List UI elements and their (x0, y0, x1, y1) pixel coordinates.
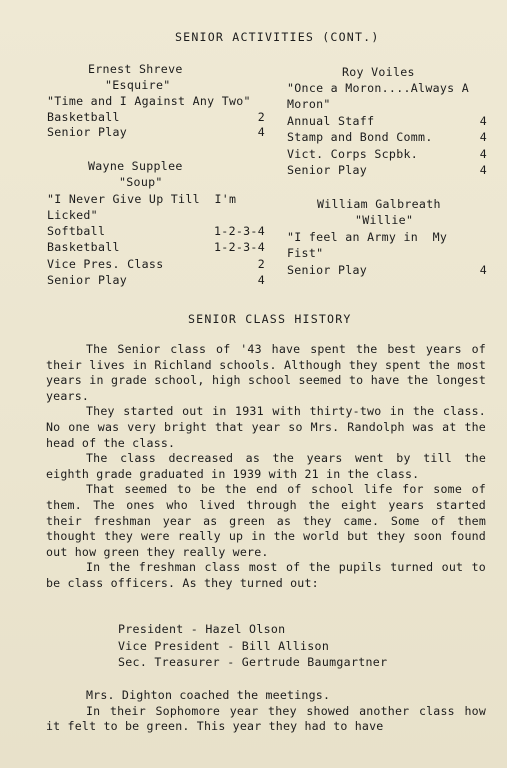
activity-label: Senior Play (287, 263, 368, 277)
student-quote-line: "I Never Give Up Till I'm (47, 192, 237, 206)
activity-row (47, 224, 265, 239)
activity-years: 1-2-3-4 (214, 224, 265, 238)
activity-years: 4 (257, 273, 265, 287)
student-quote-line: "I feel an Army in My (287, 230, 448, 244)
activity-row (47, 110, 265, 125)
student-name: William Galbreath (317, 197, 441, 211)
activity-row (287, 263, 487, 278)
activity-label: Stamp and Bond Comm. (287, 130, 433, 144)
student-nickname: "Soup" (119, 175, 163, 189)
officer-line: President - Hazel Olson (118, 622, 286, 636)
activity-label: Vice Pres. Class (47, 257, 164, 271)
student-quote-line: Licked" (47, 208, 98, 222)
activity-label: Annual Staff (287, 114, 375, 128)
activity-row (47, 257, 265, 272)
activity-years: 4 (479, 263, 487, 277)
student-quote: "Time and I Against Any Two" (47, 94, 251, 108)
activity-label: Senior Play (47, 273, 128, 287)
student-nickname: "Esquire" (105, 78, 171, 92)
activity-label: Senior Play (47, 125, 128, 139)
student-quote-line: Fist" (287, 246, 324, 260)
activity-years: 1-2-3-4 (214, 240, 265, 254)
student-quote-line: "Once a Moron....Always A (287, 81, 470, 95)
history-paragraph: In the freshman class most of the pupils turned out to be class officers. As they turned out: (46, 560, 486, 590)
history-paragraph: The class decreased as the years went by till the eighth grade graduated in 1939 with 21 in the class. (46, 451, 486, 481)
activity-years: 2 (257, 257, 265, 271)
activity-row (287, 147, 487, 162)
student-quote-line: Moron" (287, 97, 331, 111)
history-body (46, 342, 486, 592)
student-name: Ernest Shreve (88, 62, 183, 76)
activity-years: 4 (257, 125, 265, 139)
activity-years: 4 (479, 147, 487, 161)
section-title: SENIOR CLASS HISTORY (188, 312, 352, 326)
activity-years: 4 (479, 130, 487, 144)
activity-row (287, 163, 487, 178)
activity-row (287, 114, 487, 129)
history-paragraph: That seemed to be the end of school life for some of them. The ones who lived through the eight years started their freshman year as green as they came. Some of them thought they were really up in the world but they soon found out how green they really were. (46, 482, 486, 559)
activity-years: 2 (257, 110, 265, 124)
student-nickname: "Willie" (355, 213, 414, 227)
activity-label: Basketball (47, 110, 120, 124)
history-paragraph: They started out in 1931 with thirty-two in the class. No one was very bright that year so Mrs. Randolph was at the head of the class. (46, 404, 486, 450)
activity-years: 4 (479, 114, 487, 128)
activity-label: Softball (47, 224, 106, 238)
officer-line: Vice President - Bill Allison (118, 639, 330, 653)
history-body-continued (46, 688, 486, 735)
history-paragraph: The Senior class of '43 have spent the best years of their lives in Richland schools. Although they spent the most years in grade school, high school seemed to have the longest years. (46, 342, 486, 403)
activity-row (47, 125, 265, 140)
activity-label: Senior Play (287, 163, 368, 177)
activity-label: Vict. Corps Scpbk. (287, 147, 419, 161)
student-name: Roy Voiles (342, 65, 415, 79)
officer-line: Sec. Treasurer - Gertrude Baumgartner (118, 655, 388, 669)
activity-years: 4 (479, 163, 487, 177)
activity-row (287, 130, 487, 145)
activity-label: Basketball (47, 240, 120, 254)
page-title: SENIOR ACTIVITIES (CONT.) (175, 30, 380, 44)
history-paragraph: Mrs. Dighton coached the meetings. (86, 688, 331, 702)
student-name: Wayne Supplee (88, 159, 183, 173)
history-paragraph: In their Sophomore year they showed another class how it felt to be green. This year they had to have (46, 703, 486, 734)
activity-row (47, 273, 265, 288)
activity-row (47, 240, 265, 255)
